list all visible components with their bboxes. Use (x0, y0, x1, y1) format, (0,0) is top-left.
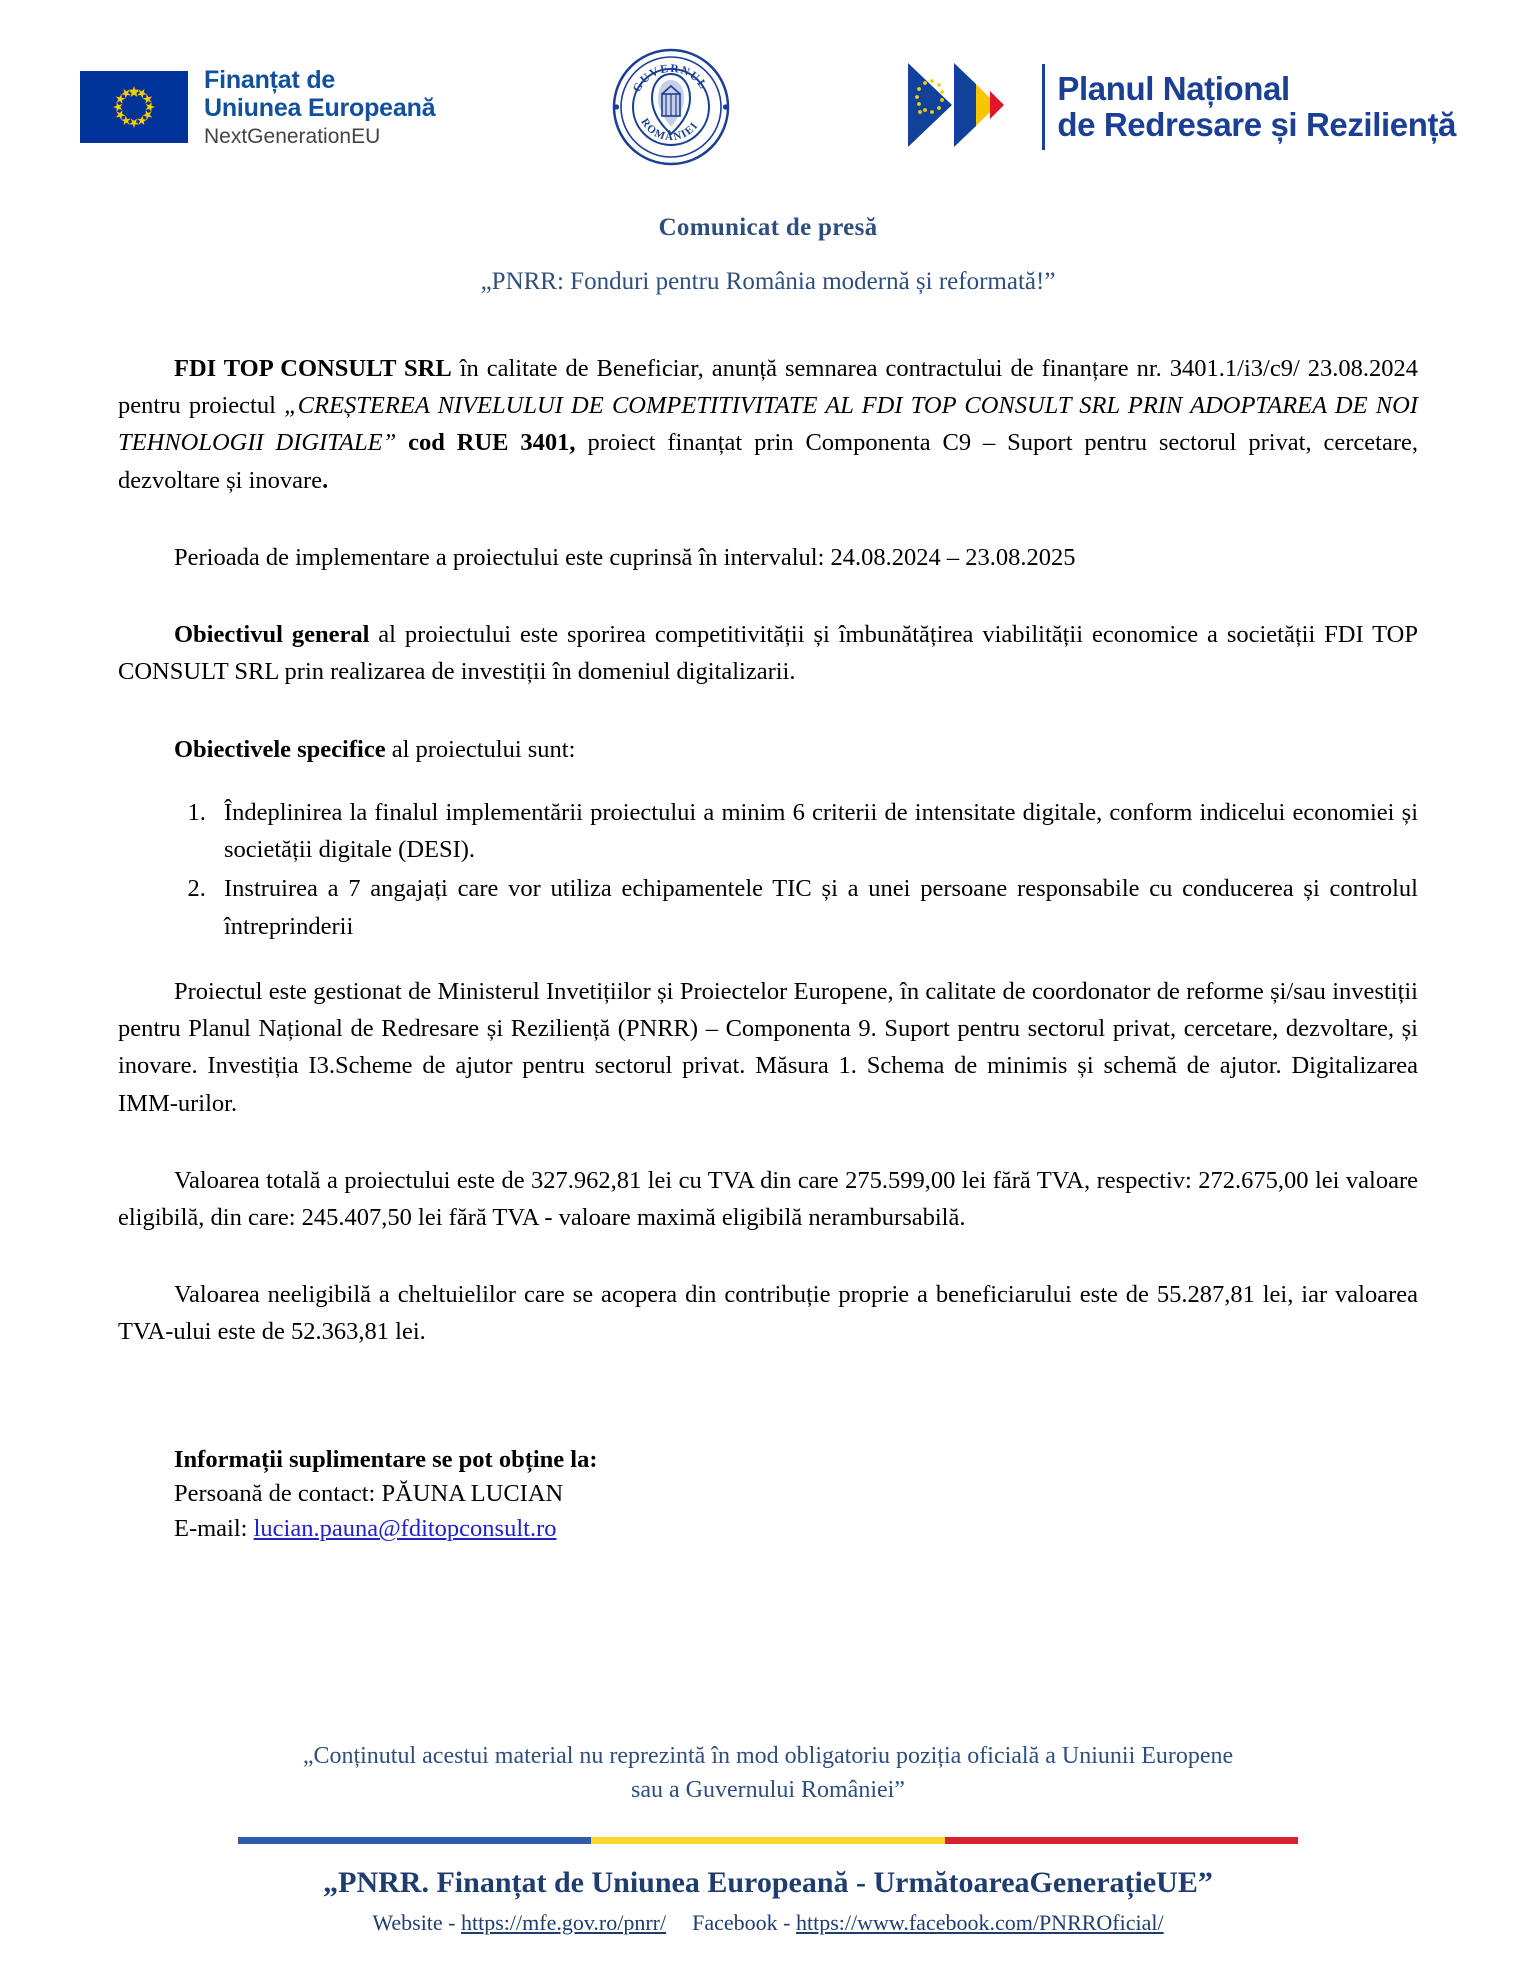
contract-text-2: proiect finanțat prin Componenta C9 – Suport pentru sectorul privat, cercetare, dezvoltare și inovare (118, 429, 1419, 494)
footer-title: „PNRR. Finanțat de Uniunea Europeană - UrmătoareaGenerațieUE” (323, 1866, 1213, 1899)
general-objective-label: Obiectivul general (174, 621, 370, 649)
pnrr-logo-line1: Planul Național (1057, 69, 1290, 107)
eu-logo-line3: NextGenerationEU (204, 124, 381, 148)
contact-email-label: E-mail: (174, 1515, 254, 1543)
general-objective-text: al proiectului este sporirea competitivității și îmbunătățirea viabilității economice a societății FDI TOP CONSULT SRL prin realizarea de investiții în domeniul digitalizarii. (118, 621, 1418, 686)
beneficiary-name: FDI TOP CONSULT SRL (174, 355, 452, 382)
specific-objectives-list (118, 794, 1418, 945)
tricolor-blue (238, 1837, 591, 1844)
paragraph-specific-objectives-heading (118, 731, 1418, 768)
romanian-government-seal-icon (612, 48, 730, 166)
footer-disclaimer-line1: „Conținutul acestui material nu reprezintă în mod obligatoriu poziția oficială a Uniunii Europene (302, 1742, 1234, 1769)
footer-disclaimer (0, 1739, 1536, 1807)
eu-logo-text (204, 66, 435, 149)
spacer (118, 947, 1418, 973)
contact-person-name: PĂUNA LUCIAN (381, 1480, 564, 1508)
spacer (118, 525, 1418, 539)
contact-email-link[interactable]: lucian.pauna@fditopconsult.ro (253, 1515, 557, 1543)
paragraph-general-objective (118, 616, 1418, 690)
spacer (118, 1262, 1418, 1276)
contract-text-3: . (322, 466, 329, 494)
eu-logo-line1: Finanțat de (204, 65, 336, 94)
pnrr-logo (906, 59, 1456, 156)
contact-person-row (174, 1477, 1418, 1512)
paragraph-contract (118, 350, 1418, 499)
pnrr-logo-line2: de Redresare și Reziliență (1057, 106, 1456, 143)
paragraph-ineligible-value: Valoarea neeligibilă a cheltuielilor care se acopera din contribuție proprie a beneficiarului este de 55.287,81 lei, iar valoarea TVA-ului este de 52.363,81 lei. (118, 1281, 1418, 1346)
pnrr-logo-text (1057, 71, 1456, 144)
list-item: 2. Instruirea a 7 angajați care vor utiliza echipamentele TIC și a unei persoane responsabile cu conducerea și controlul întreprinderii (212, 870, 1418, 944)
contact-person-label: Persoană de contact: (174, 1480, 382, 1508)
document-body (0, 350, 1536, 1351)
paragraph-project-management: Proiectul este gestionat de Ministerul Invetițiilor și Proiectelor Europene, în calitate de coordonator de reforme și/sau investiții pentru Planul Național de Redresare și Reziliență (PNRR) – Componenta 9. Suport pentru sectorul privat, cercetare, dezvoltare, și inovare. Investiția I3.Scheme de ajutor pentru sectorul privat. Măsura 1. Schema de minimis și schemă de ajutor. Digitalizarea IMM-urilor. (118, 977, 1418, 1117)
list-item: 1. Îndeplinirea la finalul implementării proiectului a minim 6 criterii de intensitate digitale, conform indicelui economiei și societății digitale (DESI). (212, 794, 1418, 868)
eu-logo-line2: Uniunea Europeană (204, 93, 436, 122)
eu-flag-icon (80, 71, 188, 143)
facebook-label: Facebook - (692, 1910, 796, 1935)
tricolor-yellow (591, 1837, 944, 1844)
rue-code: cod RUE 3401, (396, 429, 576, 457)
spacer (118, 717, 1418, 731)
logo-bar (0, 0, 1536, 162)
contact-title: Informații suplimentare se pot obține la: (174, 1445, 598, 1473)
specific-objectives-label: Obiectivele specifice (174, 735, 386, 763)
eu-funding-logo (80, 66, 435, 149)
svg-text:ROMÂNIEI: ROMÂNIEI (638, 116, 701, 144)
page-subtitle: „PNRR: Fonduri pentru România modernă și reformată!” (480, 268, 1056, 295)
contact-section (0, 1443, 1536, 1547)
facebook-link[interactable]: https://www.facebook.com/PNRROficial/ (795, 1910, 1164, 1935)
page-footer (0, 1739, 1536, 1936)
contract-text-1: în calitate de Beneficiar, anunță semnarea contractului de finanțare nr. 3401.1/i3/c9/ 23.08.2024 pentru proiectul (118, 355, 1419, 420)
specific-objectives-text: al proiectului sunt: (385, 735, 576, 763)
tricolor-divider (238, 1837, 1298, 1844)
website-label: Website - (372, 1910, 462, 1935)
contact-email-row (174, 1512, 1418, 1547)
pnrr-arrow-icon (906, 59, 1036, 156)
spacer (118, 1148, 1418, 1162)
project-title: „CREȘTEREA NIVELULUI DE COMPETITIVITATE AL FDI TOP CONSULT SRL PRIN ADOPTAREA DE NOI TEHNOLOGII DIGITALE” (118, 392, 1418, 457)
svg-text:GUVERNUL: GUVERNUL (630, 62, 710, 95)
footer-links (0, 1910, 1536, 1936)
website-link[interactable]: https://mfe.gov.ro/pnrr/ (461, 1910, 667, 1935)
tricolor-red (945, 1837, 1298, 1844)
paragraph-total-value: Valoarea totală a proiectului este de 327.962,81 lei cu TVA din care 275.599,00 lei fără TVA, respectiv: 272.675,00 lei valoare eligibilă, din care: 245.407,50 lei fără TVA - valoare maximă eligibilă nerambursabilă. (118, 1166, 1418, 1231)
pnrr-divider (1042, 64, 1045, 150)
spacer (118, 602, 1418, 616)
page-title: Comunicat de presă (658, 214, 878, 241)
footer-disclaimer-line2: sau a Guvernului României” (631, 1776, 905, 1803)
paragraph-implementation-period: Perioada de implementare a proiectului este cuprinsă în intervalul: 24.08.2024 – 23.08.2025 (174, 543, 1076, 571)
